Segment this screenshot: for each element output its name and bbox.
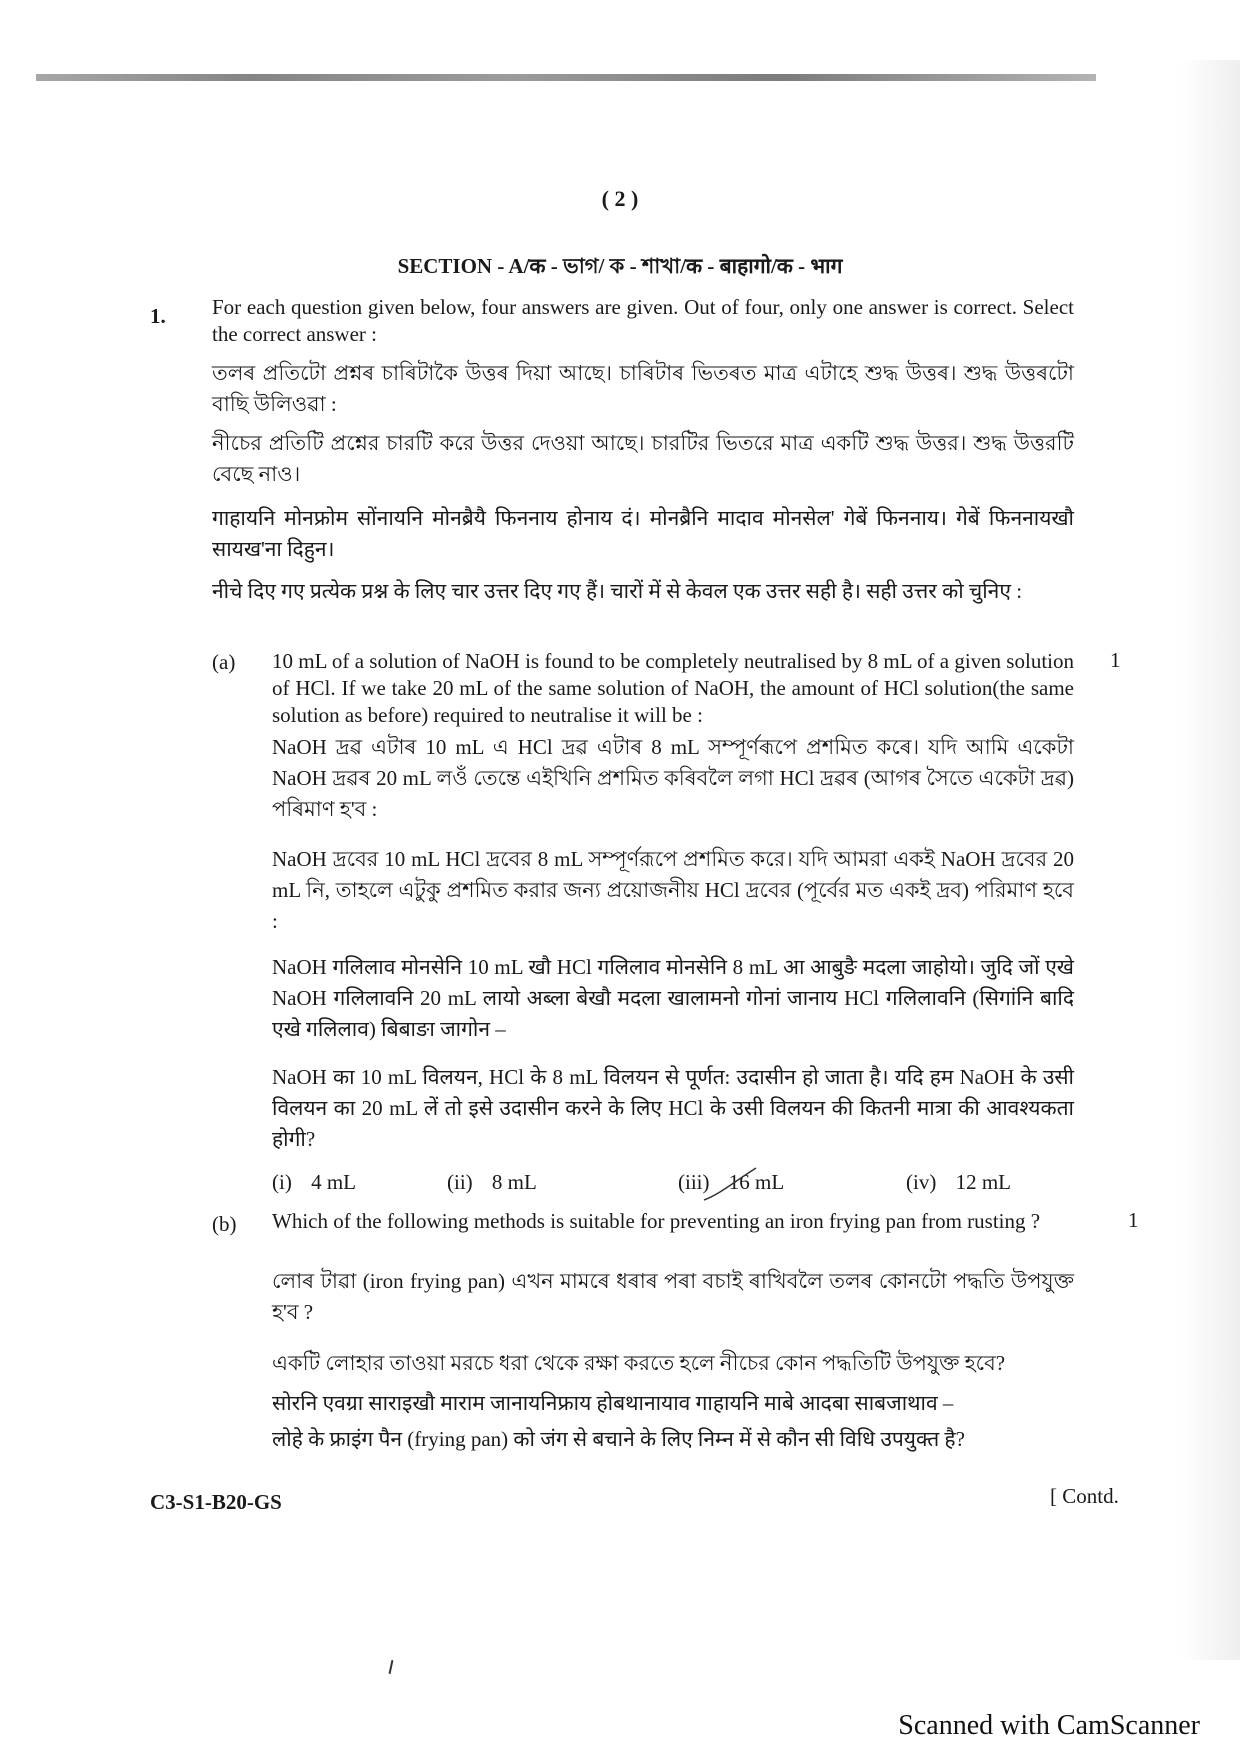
option-text: 16 mL: [728, 1170, 785, 1194]
pen-tick-mark: [700, 1164, 760, 1204]
part-a-english: 10 mL of a solution of NaOH is found to be completely neutralised by 8 mL of a given solution of HCl. If we take 20 mL of the same solution of NaOH, the amount of HCl solution(the same solution as before) required to neutralise it will be :: [272, 649, 1074, 727]
option-i: [272, 1170, 356, 1195]
option-iv: [906, 1170, 1011, 1195]
option-label: (ii): [447, 1170, 473, 1194]
option-label: (iii): [678, 1170, 710, 1194]
page-number: ( 2 ): [601, 186, 639, 211]
option-ii: [447, 1170, 537, 1195]
part-b-marks: 1: [1128, 1208, 1139, 1232]
part-a-assamese: NaOH দ্ৰৱ এটাৰ 10 mL এ HCl দ্ৰৱ এটাৰ 8 mL সম্পূৰ্ণৰূপে প্ৰশমিত কৰে। যদি আমি একেটা NaOH দ্ৰৱৰ 20 mL লওঁ তেন্তে এইখিনি প্ৰশমিত কৰিবলৈ লগা HCl দ্ৰৱৰ (আগৰ সৈতে একেটা দ্ৰৱ) পৰিমাণ হ'ব :: [272, 735, 1074, 821]
part-a-marks: 1: [1110, 648, 1121, 672]
part-b-label: (b): [212, 1212, 237, 1236]
part-b-hindi: लोहे के फ्राइंग पैन (frying pan) को जंग से बचाने के लिए निम्न में से कौन सी विधि उपयुक्त है?: [272, 1427, 965, 1451]
scan-edge-strip: [36, 74, 1096, 81]
part-a-label: (a): [212, 650, 236, 674]
paper-code: C3-S1-B20-GS: [150, 1490, 282, 1514]
option-label: (iv): [906, 1170, 937, 1194]
instruction-english: For each question given below, four answers are given. Out of four, only one answer is correct. Select the correct answer :: [212, 295, 1074, 346]
part-b-bengali: একটি লোহার তাওয়া মরচে ধরা থেকে রক্ষা করতে হলে নীচের কোন পদ্ধতিটি উপযুক্ত হবে?: [272, 1351, 1006, 1375]
continued-marker: [ Contd.: [1050, 1484, 1119, 1508]
instruction-bodo: गाहायनि मोनफ्रोम सोंनायनि मोनब्रैयै फिननाय होनाय दं। मोनब्रैनि मादाव मोनसेल' गेबें फिननाय। गेबें फिननायखौ सायख'ना दिहुन।: [212, 506, 1074, 561]
part-b-assamese: লোৰ টাৱা (iron frying pan) এখন মামৰে ধৰাৰ পৰা বচাই ৰাখিবলৈ তলৰ কোনটো পদ্ধতি উপযুক্ত হ'ব ?: [272, 1269, 1074, 1324]
option-text: 4 mL: [311, 1170, 356, 1194]
question-number: 1.: [150, 304, 166, 328]
instruction-bengali: নীচের প্রতিটি প্রশ্নের চারটি করে উত্তর দেওয়া আছে। চারটির ভিতরে মাত্র একটি শুদ্ধ উত্তর। শুদ্ধ উত্তরটি বেছে নাও।: [212, 431, 1074, 486]
instruction-hindi: नीचे दिए गए प्रत्येक प्रश्न के लिए चार उत्तर दिए गए हैं। चारों में से केवल एक उत्तर सही है। सही उत्तर को चुनिए :: [212, 579, 1023, 603]
option-text: 12 mL: [955, 1170, 1011, 1194]
part-a-hindi: NaOH का 10 mL विलयन, HCl के 8 mL विलयन से पूर्णत: उदासीन हो जाता है। यदि हम NaOH के उसी विलयन का 20 mL लें तो इसे उदासीन करने के लिए HCl के उसी विलयन की कितनी मात्रा की आवश्यकता होगी?: [272, 1065, 1074, 1151]
instruction-assamese: তলৰ প্ৰতিটো প্ৰশ্নৰ চাৰিটাকৈ উত্তৰ দিয়া আছে। চাৰিটাৰ ভিতৰত মাত্ৰ এটাহে শুদ্ধ উত্তৰ। শুদ্ধ উত্তৰটো বাছি উলিওৱা :: [212, 361, 1074, 416]
part-a-bodo: NaOH गलिलाव मोनसेनि 10 mL खौ HCl गलिलाव मोनसेनि 8 mL आ आबुङै मदला जाहोयो। जुदि जों एखे NaOH गलिलावनि 20 mL लायो अब्ला बेखौ मदला खालामनो गोनां जानाय HCl गलिलावनि (सिगांनि बादि एखे गलिलाव) बिबाङा जागोन –: [272, 955, 1074, 1041]
option-label: (i): [272, 1170, 292, 1194]
option-text: 8 mL: [491, 1170, 537, 1194]
part-b-english: Which of the following methods is suitable for preventing an iron frying pan from rusting ?: [272, 1209, 1041, 1233]
scan-shadow: [1180, 60, 1240, 1660]
scanner-watermark: Scanned with CamScanner: [898, 1710, 1200, 1741]
section-heading: SECTION - A/क - ভাগ/ ক - শাখা/क - बाहागो/क - भाग: [397, 254, 843, 278]
stray-pen-mark: [389, 1660, 394, 1674]
part-b-bodo: सोरनि एवग्रा साराइखौ माराम जानायनिफ्राय होबथानायाव गाहायनि माबे आदबा साबजाथाव –: [272, 1391, 954, 1415]
part-a-bengali: NaOH দ্রবের 10 mL HCl দ্রবের 8 mL সম্পূর্ণরূপে প্রশমিত করে। যদি আমরা একই NaOH দ্রবের 20 mL নি, তাহলে এটুকু প্রশমিত করার জন্য প্রয়োজনীয় HCl দ্রবের (পূর্বের মত একই দ্রব) পরিমাণ হবে :: [272, 847, 1074, 933]
